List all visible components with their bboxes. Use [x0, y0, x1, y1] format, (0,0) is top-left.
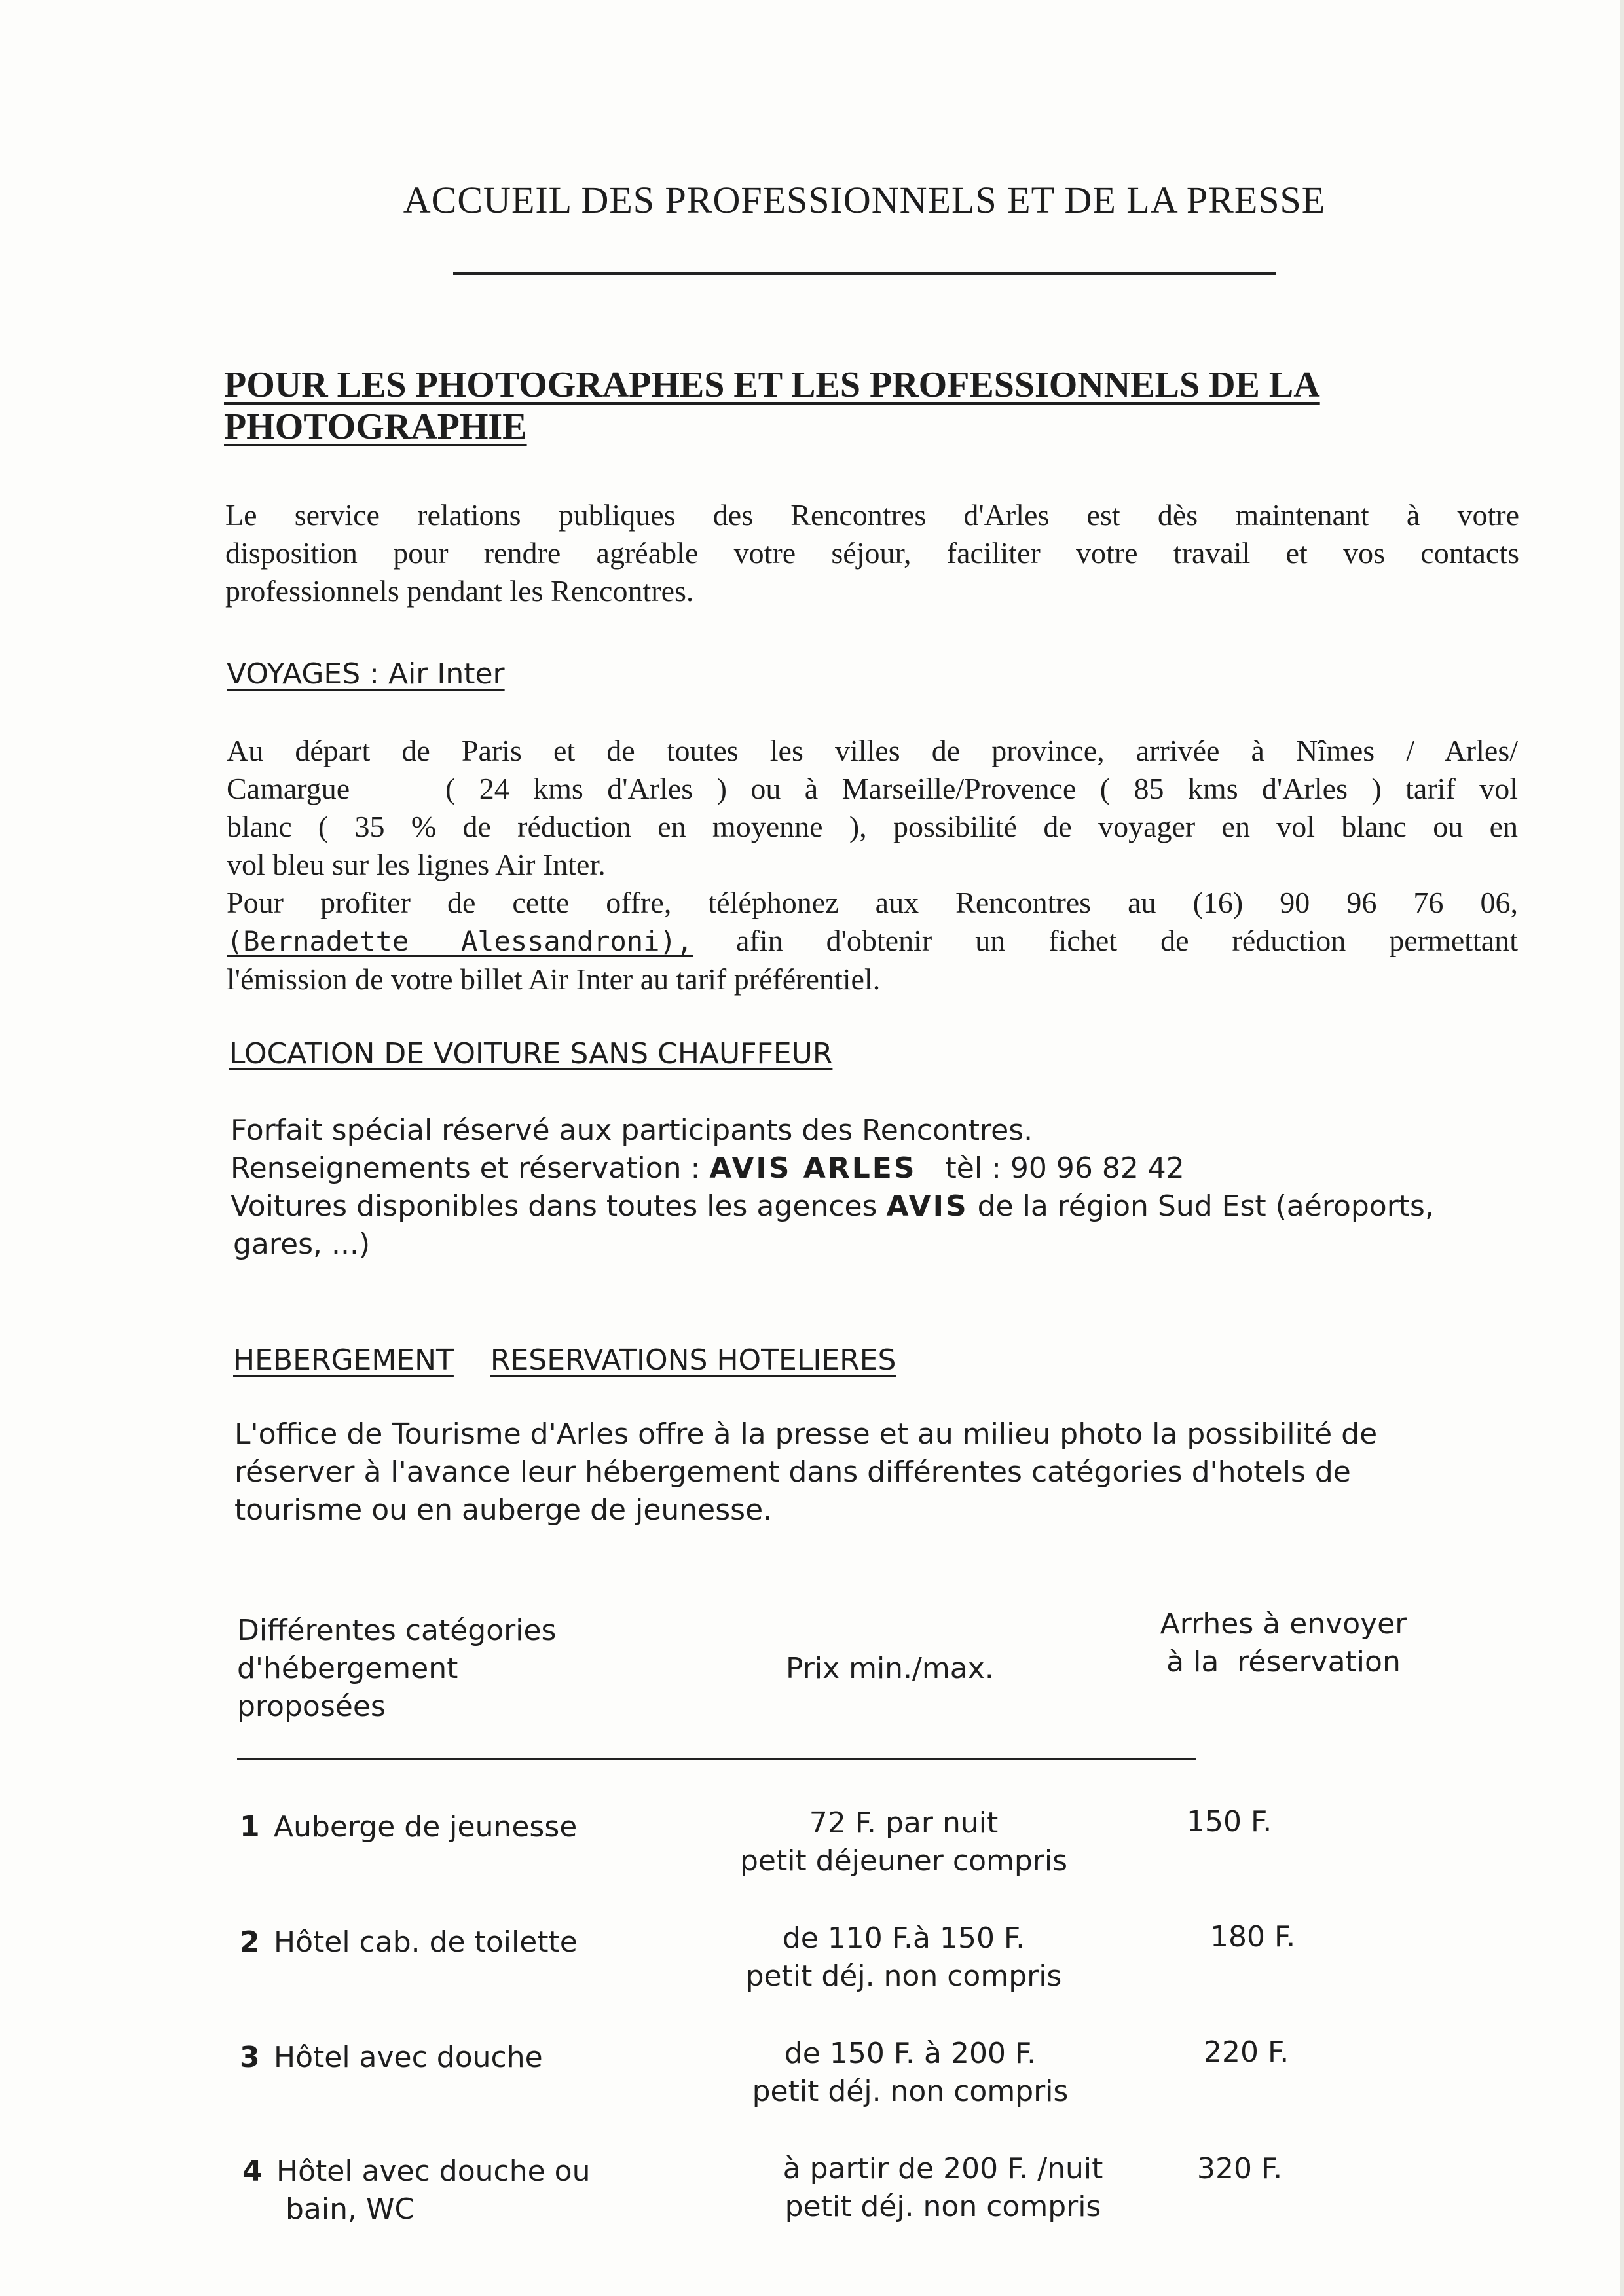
row-category: Auberge de jeunesse [274, 1810, 578, 1844]
intro-line: Le service relations publiques des Rencontres d'Arles est dès maintenant à votre [225, 498, 1519, 532]
table-row [242, 2153, 590, 2229]
row-price-line: petit déj. non compris [752, 2075, 1069, 2108]
reservation-label: Renseignements et réservation : [231, 1152, 710, 1185]
row-category: Hôtel cab. de toilette [274, 1925, 578, 1959]
avis-arles-brand: AVIS ARLES [709, 1152, 917, 1185]
voyages-line-rest: afin d'obtenir un fichet de réduction permettant [693, 924, 1518, 957]
location-heading: LOCATION DE VOITURE SANS CHAUFFEUR [229, 1037, 833, 1070]
row-price-line: petit déj. non compris [745, 1959, 1062, 1993]
hebergement-line: réserver à l'avance leur hébergement dans différentes catégories d'hotels de [234, 1455, 1351, 1489]
row-deposit: 320 F. [1197, 2152, 1283, 2185]
row-price-line: à partir de 200 F. /nuit [783, 2152, 1103, 2185]
voyages-contact-line [227, 922, 1518, 960]
row-price-line: petit déjeuner compris [739, 1844, 1068, 1878]
hebergement-heading-b: RESERVATIONS HOTELIERES [490, 1343, 896, 1377]
section-heading [224, 364, 1468, 448]
row-price-line: de 110 F.à 150 F. [782, 1922, 1025, 1955]
voyages-paragraph [227, 732, 1518, 998]
hebergement-heading-a: HEBERGEMENT [233, 1343, 454, 1377]
header-category-line: Différentes catégories [237, 1614, 557, 1647]
contact-name: (Bernadette Alessandroni), [227, 925, 693, 957]
location-line: gares, ...) [233, 1228, 371, 1261]
row-number: 1 [240, 1810, 260, 1844]
header-category-line: proposées [237, 1690, 386, 1723]
voyages-line: blanc ( 35 % de réduction en moyenne ), possibilité de voyager en vol blanc ou en [227, 810, 1518, 843]
header-category-line: d'hébergement [237, 1652, 458, 1685]
avis-phone: tèl : 90 96 82 42 [945, 1152, 1185, 1185]
row-number: 2 [240, 1925, 260, 1959]
row-price [727, 2035, 1094, 2111]
row-price [760, 2150, 1126, 2226]
row-deposit: 220 F. [1204, 2035, 1289, 2069]
header-deposit-line: Arrhes à envoyer [1160, 1607, 1407, 1641]
row-category-cont: bain, WC [286, 2193, 415, 2226]
hebergement-line: L'office de Tourisme d'Arles offre à la presse et au milieu photo la possibilité de [234, 1417, 1378, 1451]
page-title: ACCUEIL DES PROFESSIONNELS ET DE LA PRESSE [403, 179, 1326, 221]
section-heading-line-1: POUR LES PHOTOGRAPHES ET LES PROFESSIONNELS DE LA [224, 365, 1320, 405]
location-line: Forfait spécial réservé aux participants des Rencontres. [231, 1114, 1033, 1147]
page-edge [1620, 0, 1624, 2296]
row-price-line: de 150 F. à 200 F. [784, 2037, 1037, 2070]
header-deposit-line: à la réservation [1166, 1645, 1401, 1679]
table-header-price: Prix min./max. [786, 1652, 994, 1685]
voyages-line: vol bleu sur les lignes Air Inter. [227, 848, 606, 881]
agencies-text: Voitures disponibles dans toutes les agences [231, 1190, 887, 1223]
row-price-line: petit déj. non compris [784, 2190, 1101, 2223]
table-row [240, 1808, 577, 1846]
table-divider [237, 1758, 1196, 1760]
intro-line: disposition pour rendre agréable votre séjour, faciliter votre travail et vos contacts [225, 536, 1519, 570]
table-header-deposit [1139, 1605, 1428, 1681]
location-reservation-line [231, 1150, 1185, 1188]
section-heading-line-2: PHOTOGRAPHIE [224, 407, 527, 447]
voyages-line: Au départ de Paris et de toutes les villes de province, arrivée à Nîmes / Arles/ [227, 734, 1518, 767]
title-divider [453, 272, 1276, 275]
row-number: 4 [242, 2155, 263, 2188]
location-agencies-line [231, 1188, 1434, 1226]
row-deposit: 150 F. [1187, 1805, 1272, 1838]
avis-brand: AVIS [886, 1190, 969, 1223]
voyages-line: Camargue ( 24 kms d'Arles ) ou à Marseille/Provence ( 85 kms d'Arles ) tarif vol [227, 772, 1518, 805]
table-row [240, 2039, 543, 2077]
row-category: Hôtel avec douche ou [276, 2155, 591, 2188]
row-price-line: 72 F. par nuit [809, 1806, 999, 1840]
row-price [720, 1804, 1087, 1880]
table-header-category [237, 1612, 556, 1726]
agencies-rest: de la région Sud Est (aéroports, [968, 1190, 1434, 1223]
table-row [240, 1923, 578, 1961]
hebergement-heading [233, 1343, 896, 1377]
row-price [720, 1920, 1087, 1995]
hebergement-line: tourisme ou en auberge de jeunesse. [234, 1493, 773, 1527]
row-deposit: 180 F. [1210, 1920, 1296, 1954]
voyages-line: l'émission de votre billet Air Inter au tarif préférentiel. [227, 962, 881, 996]
voyages-line: Pour profiter de cette offre, téléphonez aux Rencontres au (16) 90 96 76 06, [227, 886, 1518, 919]
intro-paragraph [225, 496, 1519, 610]
row-number: 3 [240, 2041, 260, 2074]
row-category: Hôtel avec douche [274, 2041, 543, 2074]
voyages-heading: VOYAGES : Air Inter [227, 657, 505, 691]
intro-line: professionnels pendant les Rencontres. [225, 574, 694, 608]
